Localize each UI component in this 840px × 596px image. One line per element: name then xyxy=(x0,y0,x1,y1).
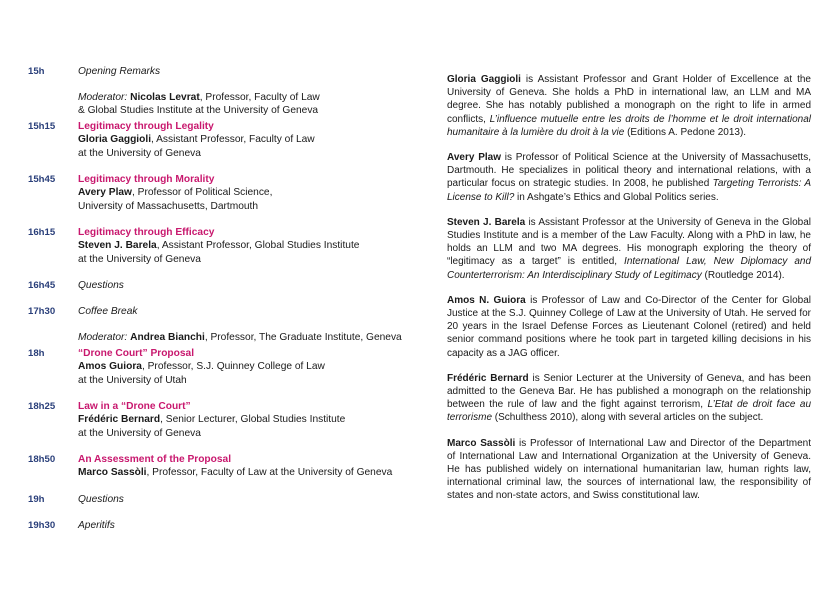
bio-book-title: Targeting Terrorists: A License to Kill? xyxy=(447,178,811,203)
speaker-affiliation: , Professor, Faculty of Law at the University of Geneva xyxy=(146,467,393,479)
bio-text-end: (Routledge 2014). xyxy=(701,269,785,281)
speaker-name: Marco Sassòli xyxy=(78,467,147,479)
speaker-name: Avery Plaw xyxy=(78,187,132,199)
speaker-name: Gloria Gaggioli xyxy=(78,134,152,146)
speaker-line xyxy=(78,413,423,426)
moderator-label: Moderator: xyxy=(78,332,131,343)
program-time: 19h30 xyxy=(28,520,56,531)
program-session-label: Coffee Break xyxy=(78,306,138,317)
bio-name: Gloria Gaggioli xyxy=(447,74,521,85)
program-session-label: Questions xyxy=(78,280,124,291)
bio-name: Amos N. Guiora xyxy=(447,294,526,306)
talk-title: Legitimacy through Legality xyxy=(78,121,214,132)
talk-title: Legitimacy through Morality xyxy=(78,174,215,185)
speaker-affiliation-cont: at the University of Geneva xyxy=(78,427,201,439)
bio-gaggioli xyxy=(447,73,811,139)
program-session-label: Questions xyxy=(78,494,124,505)
bio-book-title: International Law, New Diplomacy and Counterterrorism: An Interdisciplinary Study of Legitimacy xyxy=(447,256,812,281)
speaker-name: Frédéric Bernard xyxy=(78,414,161,426)
speaker-affiliation: , Professor, S.J. Quinney College of Law xyxy=(141,361,325,373)
talk-title: “Drone Court” Proposal xyxy=(78,348,195,359)
moderator-label: Moderator: xyxy=(78,92,131,103)
speaker-line xyxy=(78,186,423,199)
speaker-affiliation-cont: at the University of Geneva xyxy=(78,147,201,159)
program-time: 15h xyxy=(28,66,45,77)
speaker-line xyxy=(78,239,423,252)
program-session-label: Aperitifs xyxy=(78,520,115,531)
bio-text-end: (Editions A. Pedone 2013). xyxy=(624,126,747,138)
program-time: 17h30 xyxy=(28,306,56,317)
program-time: 19h xyxy=(28,494,45,505)
bio-name: Steven J. Barela xyxy=(447,216,526,228)
bio-text: is Senior Lecturer at the University of Geneva, and has been admitted to the Geneva Bar. He has published a monograph on the relationship between the rule of law and the fight against terrorism, xyxy=(447,372,811,411)
bio-name: Marco Sassòli xyxy=(447,437,516,449)
bio-plaw xyxy=(447,151,811,204)
program-session-label: Opening Remarks xyxy=(78,66,161,77)
speaker-affiliation: , Assistant Professor, Faculty of Law xyxy=(151,134,315,146)
speaker-name: Amos Guiora xyxy=(78,361,142,373)
bio-text: is Assistant Professor at the University of Geneva in the Global Studies Institute and is a member of the Law Faculty. Along with a PhD in law, he holds an LLM and two MA degrees. His monograph exploring the theory of “legitimacy as a target” is entitled, xyxy=(447,216,811,268)
program-time: 18h50 xyxy=(28,454,56,465)
speaker-line xyxy=(78,360,423,373)
speaker-name: Steven J. Barela xyxy=(78,240,157,252)
speaker-affiliation-cont: University of Massachusetts, Dartmouth xyxy=(78,200,259,212)
moderator-affiliation: , Professor, The Graduate Institute, Geneva xyxy=(204,332,402,343)
moderator-affiliation: , Professor, Faculty of Law xyxy=(199,92,320,103)
bio-text: is Professor of Political Science at the University of Massachusetts, Dartmouth. He specializes in political theory and international relations, with a particular focus on strategic studies. In 2008, he published xyxy=(447,152,811,190)
program-time: 15h15 xyxy=(28,121,56,132)
speaker-affiliation: , Senior Lecturer, Global Studies Institute xyxy=(160,414,346,426)
bio-text-end: (Schulthess 2010), along with several articles on the subject. xyxy=(492,412,764,424)
bio-name: Frédéric Bernard xyxy=(447,372,529,384)
moderator-name: Andrea Bianchi xyxy=(130,332,205,343)
program-time: 16h15 xyxy=(28,227,56,238)
bio-name: Avery Plaw xyxy=(447,152,501,164)
bio-bernard xyxy=(447,372,811,425)
moderator-line xyxy=(78,331,423,344)
bio-sassoli xyxy=(447,437,811,503)
moderator-line xyxy=(78,91,423,104)
bio-text: is Professor of International Law and Director of the Department of International Law and International Organization at the University of Geneva. He has published widely on international humanitarian law, human rights law, international criminal law, the sources of international law, the responsibility of states and non-state actors, and Swiss constitutional law. xyxy=(447,437,811,502)
speaker-bios xyxy=(447,73,811,515)
program-time: 18h xyxy=(28,348,45,359)
bio-text: is Assistant Professor and Grant Holder of Excellence at the University of Geneva. She holds a PhD in international law, an LLM and MA degree. She has notably published a monograph on the right to life in armed conflicts, xyxy=(447,74,811,125)
speaker-affiliation: , Professor of Political Science, xyxy=(132,187,273,199)
bio-text: is Professor of Law and Co-Director of the Center for Global Justice at the S.J. Quinney College of Law at the University of Utah. He served for 20 years in the Israel Defense Forces as Lieutenant Colonel (retired) and held senior command positions where he took part in targeted killing decisions in his capacity as a JAG officer. xyxy=(447,294,811,359)
talk-title: Law in a “Drone Court” xyxy=(78,401,191,412)
speaker-line xyxy=(78,133,423,146)
moderator-name: Nicolas Levrat xyxy=(130,92,200,103)
bio-barela xyxy=(447,216,811,282)
bio-book-title: L’Etat de droit face au terrorisme xyxy=(447,399,812,424)
bio-text-end: in Ashgate’s Ethics and Global Politics series. xyxy=(514,191,719,203)
program-time: 16h45 xyxy=(28,280,56,291)
speaker-affiliation-cont: at the University of Geneva xyxy=(78,253,201,265)
bio-guiora xyxy=(447,294,811,360)
bio-book-title: L’influence mutuelle entre les droits de l’homme et le droit international humanitaire à la lumière du droit à la vie xyxy=(447,113,811,138)
program-time: 18h25 xyxy=(28,401,56,412)
program-time: 15h45 xyxy=(28,174,56,185)
moderator-affiliation-cont: & Global Studies Institute at the University of Geneva xyxy=(78,105,319,117)
speaker-affiliation-cont: at the University of Utah xyxy=(78,374,187,386)
talk-title: An Assessment of the Proposal xyxy=(78,454,232,465)
speaker-line xyxy=(78,466,423,479)
speaker-affiliation: , Assistant Professor, Global Studies Institute xyxy=(156,240,360,252)
talk-title: Legitimacy through Efficacy xyxy=(78,227,215,238)
